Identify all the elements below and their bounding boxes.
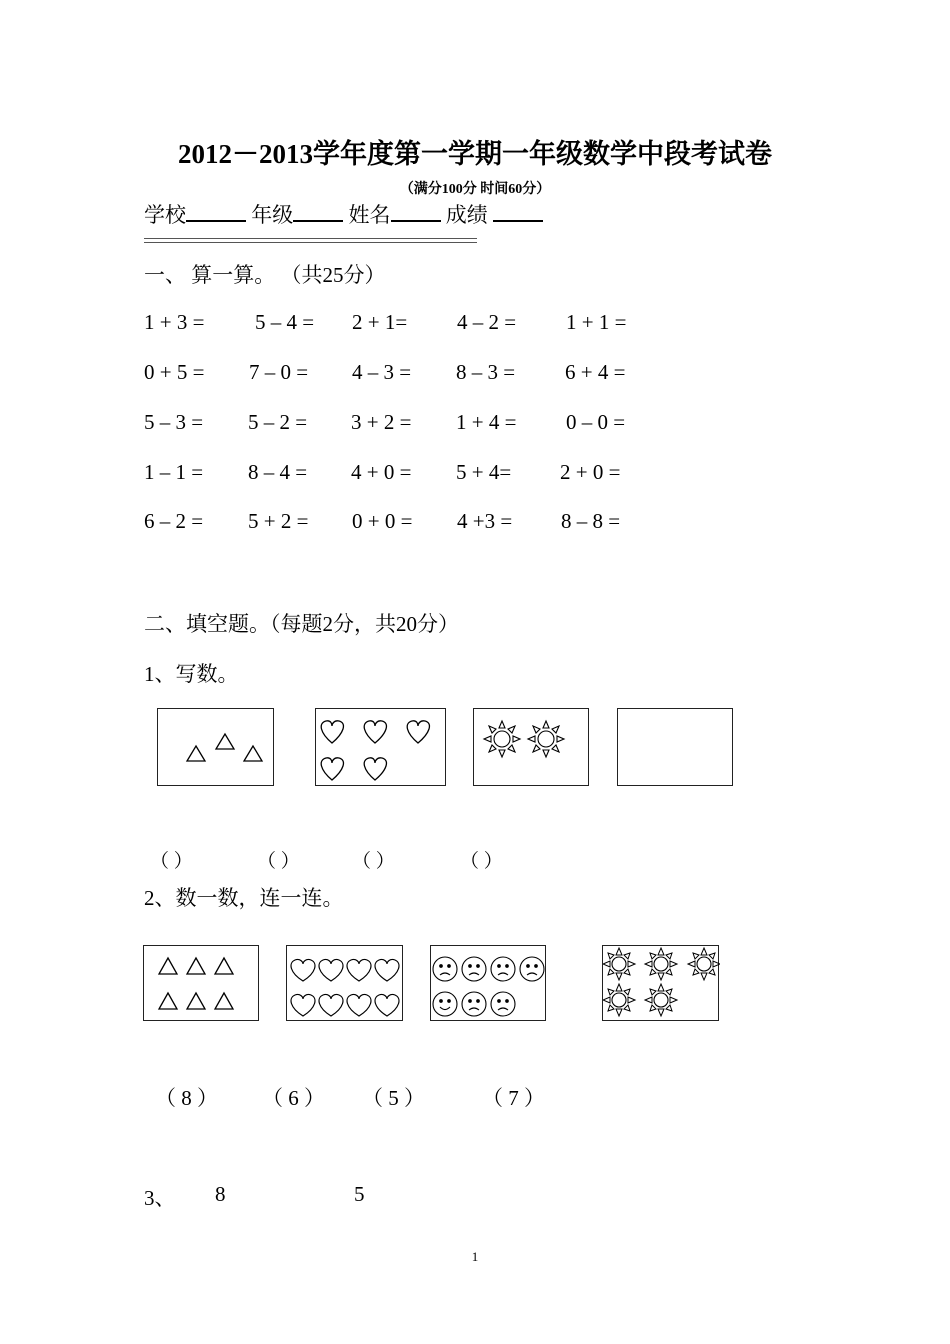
- heart-icon: [319, 994, 343, 1016]
- calc-item: 8 – 8 =: [561, 509, 621, 533]
- calc-item: 0 + 0 =: [352, 509, 413, 533]
- q3-number: 8: [215, 1182, 226, 1206]
- triangle-icon: [244, 746, 262, 761]
- grade-label: 年级: [251, 203, 294, 227]
- triangles-box: [157, 708, 274, 786]
- page-title: 2012－2013学年度第一学期一年级数学中段考试卷: [178, 139, 772, 169]
- sun-icon: [603, 948, 635, 980]
- calc-item: 0 + 5 =: [144, 360, 205, 384]
- six-triangles-box: [143, 945, 259, 1021]
- triangle-icon: [187, 958, 205, 974]
- sun-icon: [688, 948, 720, 980]
- heart-icon: [347, 959, 371, 981]
- heart-icon: [407, 721, 429, 743]
- heart-icon: [347, 994, 371, 1016]
- sad-face-icon: [433, 957, 457, 981]
- q2-number[interactable]: （ 5 ）: [362, 1086, 425, 1110]
- sun-icon: [528, 721, 564, 757]
- heart-icon: [321, 721, 343, 743]
- q3-label: 3、: [144, 1186, 176, 1210]
- q3-number: 5: [354, 1182, 365, 1206]
- q1-answer-blank[interactable]: （ ）: [257, 851, 300, 872]
- calc-item: 1 + 4 =: [456, 410, 517, 434]
- sad-face-icon: [520, 957, 544, 981]
- hearts-box: [315, 708, 446, 786]
- exam-subtitle: （满分100分 时间60分）: [399, 182, 551, 197]
- triangle-icon: [215, 958, 233, 974]
- faces-box: [430, 945, 546, 1021]
- calc-item: 5 – 2 =: [248, 410, 308, 434]
- q1-answer-blank[interactable]: （ ）: [352, 851, 395, 872]
- heart-icon: [291, 959, 315, 981]
- heart-icon: [321, 758, 343, 780]
- page-number: 1: [471, 1249, 479, 1264]
- q1-answer-blank[interactable]: （ ）: [460, 851, 503, 872]
- calc-item: 1 + 1 =: [566, 310, 627, 334]
- sun-icon: [603, 984, 635, 1016]
- triangle-icon: [159, 993, 177, 1009]
- q1-answer-blank[interactable]: （ ）: [150, 851, 193, 872]
- calc-item: 4 +3 =: [457, 509, 513, 533]
- calc-item: 4 – 2 =: [457, 310, 517, 334]
- sun-icon: [645, 948, 677, 980]
- suns-box: [473, 708, 589, 786]
- heart-icon: [375, 959, 399, 981]
- q1-label: 1、写数。: [144, 662, 239, 686]
- calc-item: 6 + 4 =: [565, 360, 626, 384]
- smiley-face-icon: [433, 992, 457, 1016]
- calc-item: 5 – 4 =: [255, 310, 315, 334]
- q2-label: 2、数一数，连一连。: [144, 886, 344, 910]
- heart-icon: [319, 959, 343, 981]
- name-blank[interactable]: [391, 200, 441, 222]
- score-label: 成绩: [445, 203, 488, 227]
- ten-hearts-box: [286, 945, 403, 1021]
- calc-item: 1 – 1 =: [144, 460, 204, 484]
- calc-item: 2 + 1=: [352, 310, 408, 334]
- calc-item: 8 – 3 =: [456, 360, 516, 384]
- score-blank[interactable]: [493, 200, 543, 222]
- calc-item: 5 + 4=: [456, 460, 512, 484]
- q2-number[interactable]: （ 6 ）: [262, 1086, 325, 1110]
- triangle-icon: [159, 958, 177, 974]
- sun-icon: [645, 984, 677, 1016]
- q2-number[interactable]: （ 7 ）: [482, 1086, 545, 1110]
- grade-blank[interactable]: [293, 200, 343, 222]
- five-suns-box: [602, 945, 719, 1021]
- sad-face-icon: [462, 957, 486, 981]
- calc-item: 8 – 4 =: [248, 460, 308, 484]
- calc-item: 1 + 3 =: [144, 310, 205, 334]
- school-blank[interactable]: [186, 200, 246, 222]
- calc-item: 0 – 0 =: [566, 410, 626, 434]
- section2-heading: 二、填空题。（每题2分，共20分）: [144, 612, 459, 636]
- sad-face-icon: [462, 992, 486, 1016]
- sun-icon: [484, 721, 520, 757]
- calc-item: 4 – 3 =: [352, 360, 412, 384]
- calc-item: 5 – 3 =: [144, 410, 204, 434]
- student-info-line: [144, 199, 543, 229]
- heart-icon: [375, 994, 399, 1016]
- triangle-icon: [187, 993, 205, 1009]
- empty-box: [617, 708, 733, 786]
- sad-face-icon: [491, 957, 515, 981]
- calc-item: 3 + 2 =: [351, 410, 412, 434]
- calc-item: 5 + 2 =: [248, 509, 309, 533]
- section1-heading: 一、 算一算。 （共25分）: [144, 263, 386, 287]
- triangle-icon: [215, 993, 233, 1009]
- heart-icon: [364, 758, 386, 780]
- heart-icon: [364, 721, 386, 743]
- header-divider: [144, 238, 477, 243]
- q2-number[interactable]: （ 8 ）: [155, 1086, 218, 1110]
- calc-item: 6 – 2 =: [144, 509, 204, 533]
- calc-item: 4 + 0 =: [351, 460, 412, 484]
- calc-item: 7 – 0 =: [249, 360, 309, 384]
- triangle-icon: [187, 746, 205, 761]
- school-label: 学校: [144, 203, 186, 227]
- sad-face-icon: [491, 992, 515, 1016]
- triangle-icon: [216, 734, 234, 749]
- calc-item: 2 + 0 =: [560, 460, 621, 484]
- heart-icon: [291, 994, 315, 1016]
- name-label: 姓名: [348, 203, 391, 227]
